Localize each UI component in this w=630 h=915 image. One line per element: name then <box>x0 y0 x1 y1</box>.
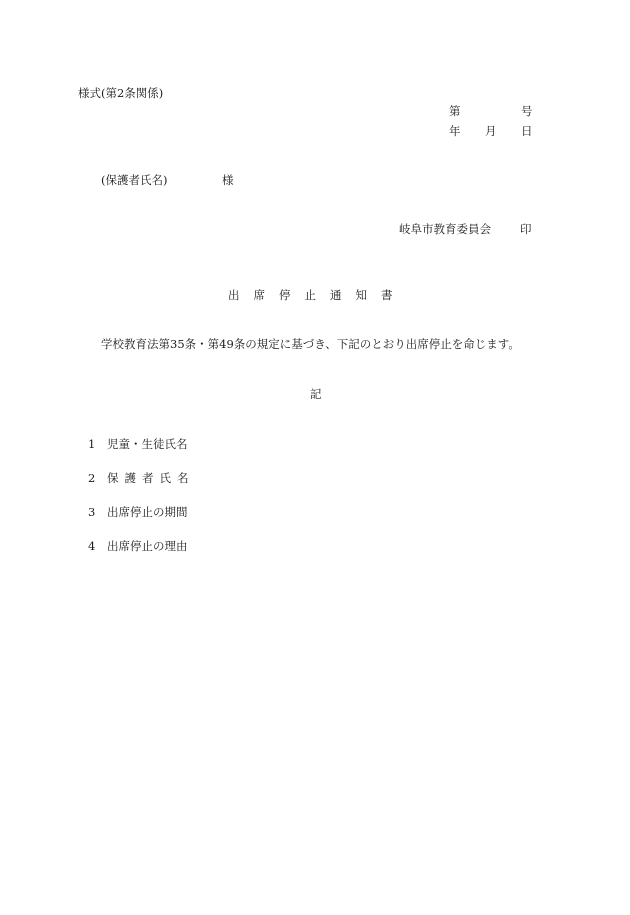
addressee-name-placeholder: (保護者氏名) <box>101 173 168 187</box>
doc-number-suffix: 号 <box>521 104 533 118</box>
item-label: 出席停止の期間 <box>107 505 188 519</box>
date-year: 年 <box>449 124 461 138</box>
date-month: 月 <box>485 124 497 138</box>
document-title: 出席停止通知書 <box>228 288 407 302</box>
body-text: 学校教育法第35条・第49条の規定に基づき、下記のとおり出席停止を命じます。 <box>101 337 520 351</box>
addressee-honorific: 様 <box>222 173 234 187</box>
item-label: 児童・生徒氏名 <box>107 437 188 451</box>
item-label: 保護者氏名 <box>107 471 195 485</box>
date-day: 日 <box>521 124 533 138</box>
issuer-name: 岐阜市教育委員会 <box>399 222 491 236</box>
doc-number-prefix: 第 <box>449 104 461 118</box>
issuer-seal: 印 <box>520 222 532 236</box>
item-number: 2 <box>88 471 96 485</box>
record-heading: 記 <box>310 387 322 401</box>
item-number: 3 <box>88 505 96 519</box>
item-number: 1 <box>88 437 96 451</box>
item-number: 4 <box>88 539 96 553</box>
form-label: 様式(第2条関係) <box>78 86 164 100</box>
item-label: 出席停止の理由 <box>107 539 188 553</box>
